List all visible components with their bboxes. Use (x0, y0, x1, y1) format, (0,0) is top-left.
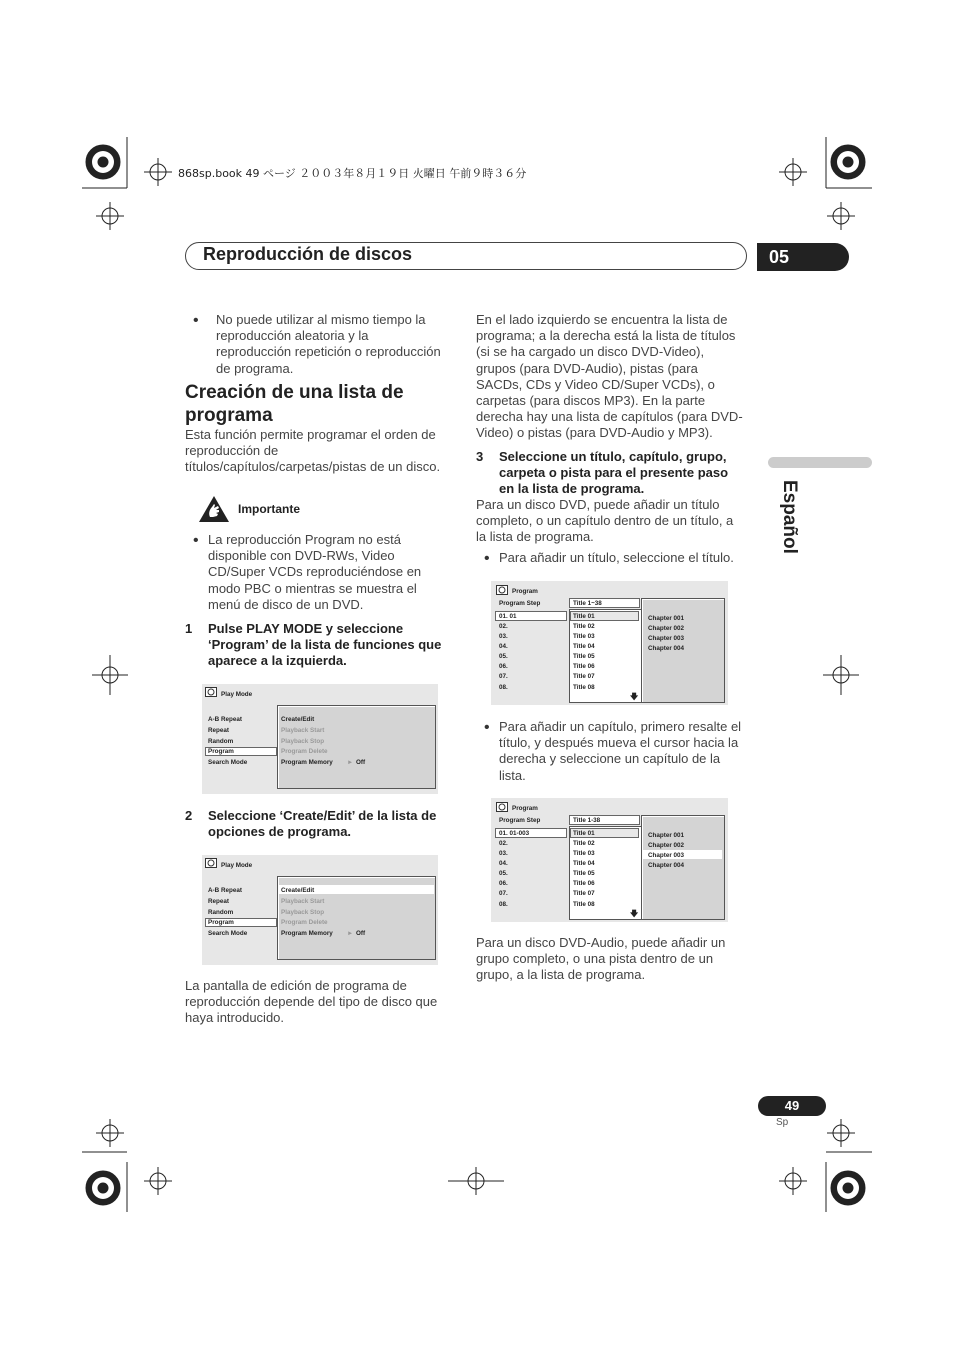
chapter-item[interactable]: Chapter 003 (648, 852, 685, 859)
option-create-edit[interactable]: Create/Edit (281, 716, 315, 723)
title-list (569, 826, 642, 920)
chapter-list (641, 815, 725, 920)
play-mode-screen-1: Play Mode A-B Repeat Repeat Random Program Search Mode Create/Edit Playback Start Playback Stop Program Delete Program Memory ► Off (202, 684, 438, 794)
right-closing-text: Para un disco DVD-Audio, puede añadir un grupo completo, o una pista dentro de un grupo, a la lista de programa. (476, 935, 726, 983)
title-item[interactable]: Title 06 (573, 880, 595, 887)
program-step[interactable]: 08. (499, 901, 508, 908)
title-item[interactable]: Title 01 (573, 613, 595, 620)
disc-icon (205, 858, 217, 868)
menu-item[interactable]: A-B Repeat (208, 716, 242, 723)
left-column (185, 312, 447, 377)
program-step[interactable]: 01. 01-003 (499, 830, 530, 837)
crosshair-mark-icon (779, 1167, 807, 1195)
chapter-item[interactable]: Chapter 003 (648, 635, 685, 642)
title-item[interactable]: Title 07 (573, 890, 595, 897)
title-item[interactable]: Title 03 (573, 633, 595, 640)
disc-icon (205, 687, 217, 697)
program-screen-title: Program Program Step Title 1~38 01. 01 02. 03. 04. 05. 06. 07. 08. Title 01 Title 02 Title 03 Title 04 Title 05 Title 06 Title 07 Title 08 🡇 Chapter 001 Chapter 002 Chapter 003 Chapter 004 (491, 581, 728, 705)
bullet-item: • Para añadir un título, seleccione el título. (484, 550, 734, 567)
program-step[interactable]: 04. (499, 860, 508, 867)
chapter-number: 05 (757, 243, 849, 271)
sunburst-mark-icon (86, 145, 120, 179)
step-3-body: Para un disco DVD, puede añadir un título completo, o un capítulo dentro de un título, a la lista de programa. (476, 497, 734, 545)
option-item: Program Delete (281, 919, 328, 926)
options-panel (277, 705, 436, 789)
crosshair-mark-icon (827, 1119, 855, 1147)
program-step[interactable]: 07. (499, 890, 508, 897)
memory-value: Off (356, 930, 366, 937)
title-item[interactable]: Title 07 (573, 673, 595, 680)
language-label: Español (779, 480, 800, 554)
right-intro: En el lado izquierdo se encuentra la lista de programa; a la derecha está la lista de títulos (si se ha cargado un disco DVD-Video), grupos (para DVD-Audio), pistas (para SACDs, CDs y Video CD/Super VCDs), o carpetas (para discos MP3). En la parte derecha hay una lista de capítulos (para DVD-Video) o pistas (para DVD-Audio y MP3). (476, 312, 743, 441)
step-1: 1 Pulse PLAY MODE y seleccione ‘Program’ de la lista de funciones que aparece a la izquierda. (185, 621, 442, 669)
menu-item[interactable]: Random (208, 738, 234, 745)
option-item: Playback Start (281, 727, 325, 734)
program-step[interactable]: 08. (499, 684, 508, 691)
crosshair-mark-icon (144, 1167, 172, 1195)
crosshair-mark-icon (96, 202, 124, 230)
crosshair-mark-icon (144, 158, 172, 186)
section-heading: Creación de una lista de programa (185, 382, 404, 426)
page-number: 49 (758, 1096, 826, 1116)
chapter-item[interactable]: Chapter 001 (648, 615, 685, 622)
program-step[interactable]: 05. (499, 870, 508, 877)
important-label: Importante (238, 502, 301, 516)
scroll-down-icon[interactable]: 🡇 (630, 692, 639, 701)
disc-icon (496, 585, 508, 595)
sunburst-mark-icon (831, 1171, 865, 1205)
sunburst-mark-icon (86, 1171, 120, 1205)
program-step[interactable]: 06. (499, 880, 508, 887)
option-item: Playback Start (281, 898, 325, 905)
options-panel (277, 876, 436, 960)
option-program-memory[interactable]: Program Memory (281, 930, 333, 937)
crosshair-mark-icon (779, 158, 807, 186)
program-step[interactable]: 02. (499, 623, 508, 630)
program-screen-chapter: Program Program Step Title 1-38 01. 01-003 02. 03. 04. 05. 06. 07. 08. Title 01 Title 02 Title 03 Title 04 Title 05 Title 06 Title 07 Title 08 🡇 Chapter 001 Chapter 002 Chapter 003 Chapter 004 (491, 798, 728, 922)
program-step[interactable]: 06. (499, 663, 508, 670)
menu-item-program[interactable]: Program (208, 919, 234, 926)
program-step[interactable]: 04. (499, 643, 508, 650)
page-language-code: Sp (776, 1117, 789, 1128)
program-step[interactable]: 05. (499, 653, 508, 660)
disc-icon (496, 802, 508, 812)
bullet-item: • No puede utilizar al mismo tiempo la reproducción aleatoria y la reproducción repetición o reproducción de programa. (193, 312, 441, 376)
arrow-right-icon: ► (347, 930, 354, 937)
chapter-item[interactable]: Chapter 001 (648, 832, 685, 839)
program-step[interactable]: 02. (499, 840, 508, 847)
title-item[interactable]: Title 05 (573, 653, 595, 660)
title-item[interactable]: Title 04 (573, 643, 595, 650)
title-list (569, 609, 642, 703)
page-header-title: Reproducción de discos (203, 244, 413, 264)
program-step[interactable]: 03. (499, 633, 508, 640)
menu-item[interactable]: A-B Repeat (208, 887, 242, 894)
intro-text: Esta función permite programar el orden de reproducción de títulos/capítulos/carpetas/pistas de un disco. (185, 427, 441, 475)
title-item[interactable]: Title 08 (573, 684, 595, 691)
title-item[interactable]: Title 06 (573, 663, 595, 670)
option-item: Program Delete (281, 748, 328, 755)
print-line: 868sp.book 49 ページ ２００３年８月１９日 火曜日 午前９時３６分 (178, 167, 527, 180)
important-hand-icon (198, 495, 230, 523)
memory-value: Off (356, 759, 366, 766)
chapter-item[interactable]: Chapter 004 (648, 862, 685, 869)
chapter-list (641, 598, 725, 703)
chapter-item[interactable]: Chapter 004 (648, 645, 685, 652)
program-step[interactable]: 03. (499, 850, 508, 857)
menu-item[interactable]: Search Mode (208, 930, 248, 937)
program-step[interactable]: 01. 01 (499, 613, 517, 620)
option-item: Playback Stop (281, 738, 325, 745)
menu-item[interactable]: Repeat (208, 727, 229, 734)
language-tab (768, 457, 872, 468)
title-item[interactable]: Title 04 (573, 860, 595, 867)
title-item[interactable]: Title 02 (573, 840, 595, 847)
menu-item[interactable]: Random (208, 909, 234, 916)
step-2: 2 Seleccione ‘Create/Edit’ de la lista de opciones de programa. (185, 808, 437, 840)
crosshair-mark-icon (827, 202, 855, 230)
left-closing-text: La pantalla de edición de programa de reproducción depende del tipo de disco que haya introducido. (185, 978, 438, 1026)
crosshair-mark-icon (823, 655, 859, 695)
title-item[interactable]: Title 02 (573, 623, 595, 630)
crosshair-mark-icon (448, 1167, 504, 1195)
menu-item[interactable]: Search Mode (208, 759, 248, 766)
play-mode-screen-2: Play Mode A-B Repeat Repeat Random Program Search Mode Create/Edit Playback Start Playback Stop Program Delete Program Memory ► Off (202, 855, 438, 965)
title-item[interactable]: Title 03 (573, 850, 595, 857)
arrow-right-icon: ► (347, 759, 354, 766)
title-item[interactable]: Title 01 (573, 830, 595, 837)
option-create-edit[interactable]: Create/Edit (281, 887, 315, 894)
menu-item[interactable]: Repeat (208, 898, 229, 905)
menu-item-program[interactable]: Program (208, 748, 234, 755)
option-program-memory[interactable]: Program Memory (281, 759, 333, 766)
bullet-item: • La reproducción Program no está disponible con DVD-RWs, Video CD/Super VCDs reproduciéndose en modo PBC o mientras se muestra el menú de disco de un DVD. (193, 532, 422, 612)
chapter-item[interactable]: Chapter 002 (648, 842, 685, 849)
chapter-item[interactable]: Chapter 002 (648, 625, 685, 632)
program-step[interactable]: 07. (499, 673, 508, 680)
crosshair-mark-icon (96, 1119, 124, 1147)
crosshair-mark-icon (92, 655, 128, 695)
step-3: 3 Seleccione un título, capítulo, grupo, carpeta o pista para el presente paso en la lista de programa. (476, 449, 729, 497)
title-item[interactable]: Title 05 (573, 870, 595, 877)
option-item: Playback Stop (281, 909, 325, 916)
title-item[interactable]: Title 08 (573, 901, 595, 908)
sunburst-mark-icon (831, 145, 865, 179)
bullet-item: • Para añadir un capítulo, primero resalte el título, y después mueva el cursor hacia la derecha y seleccione un capítulo de la lista. (484, 719, 742, 783)
scroll-down-icon[interactable]: 🡇 (630, 909, 639, 918)
